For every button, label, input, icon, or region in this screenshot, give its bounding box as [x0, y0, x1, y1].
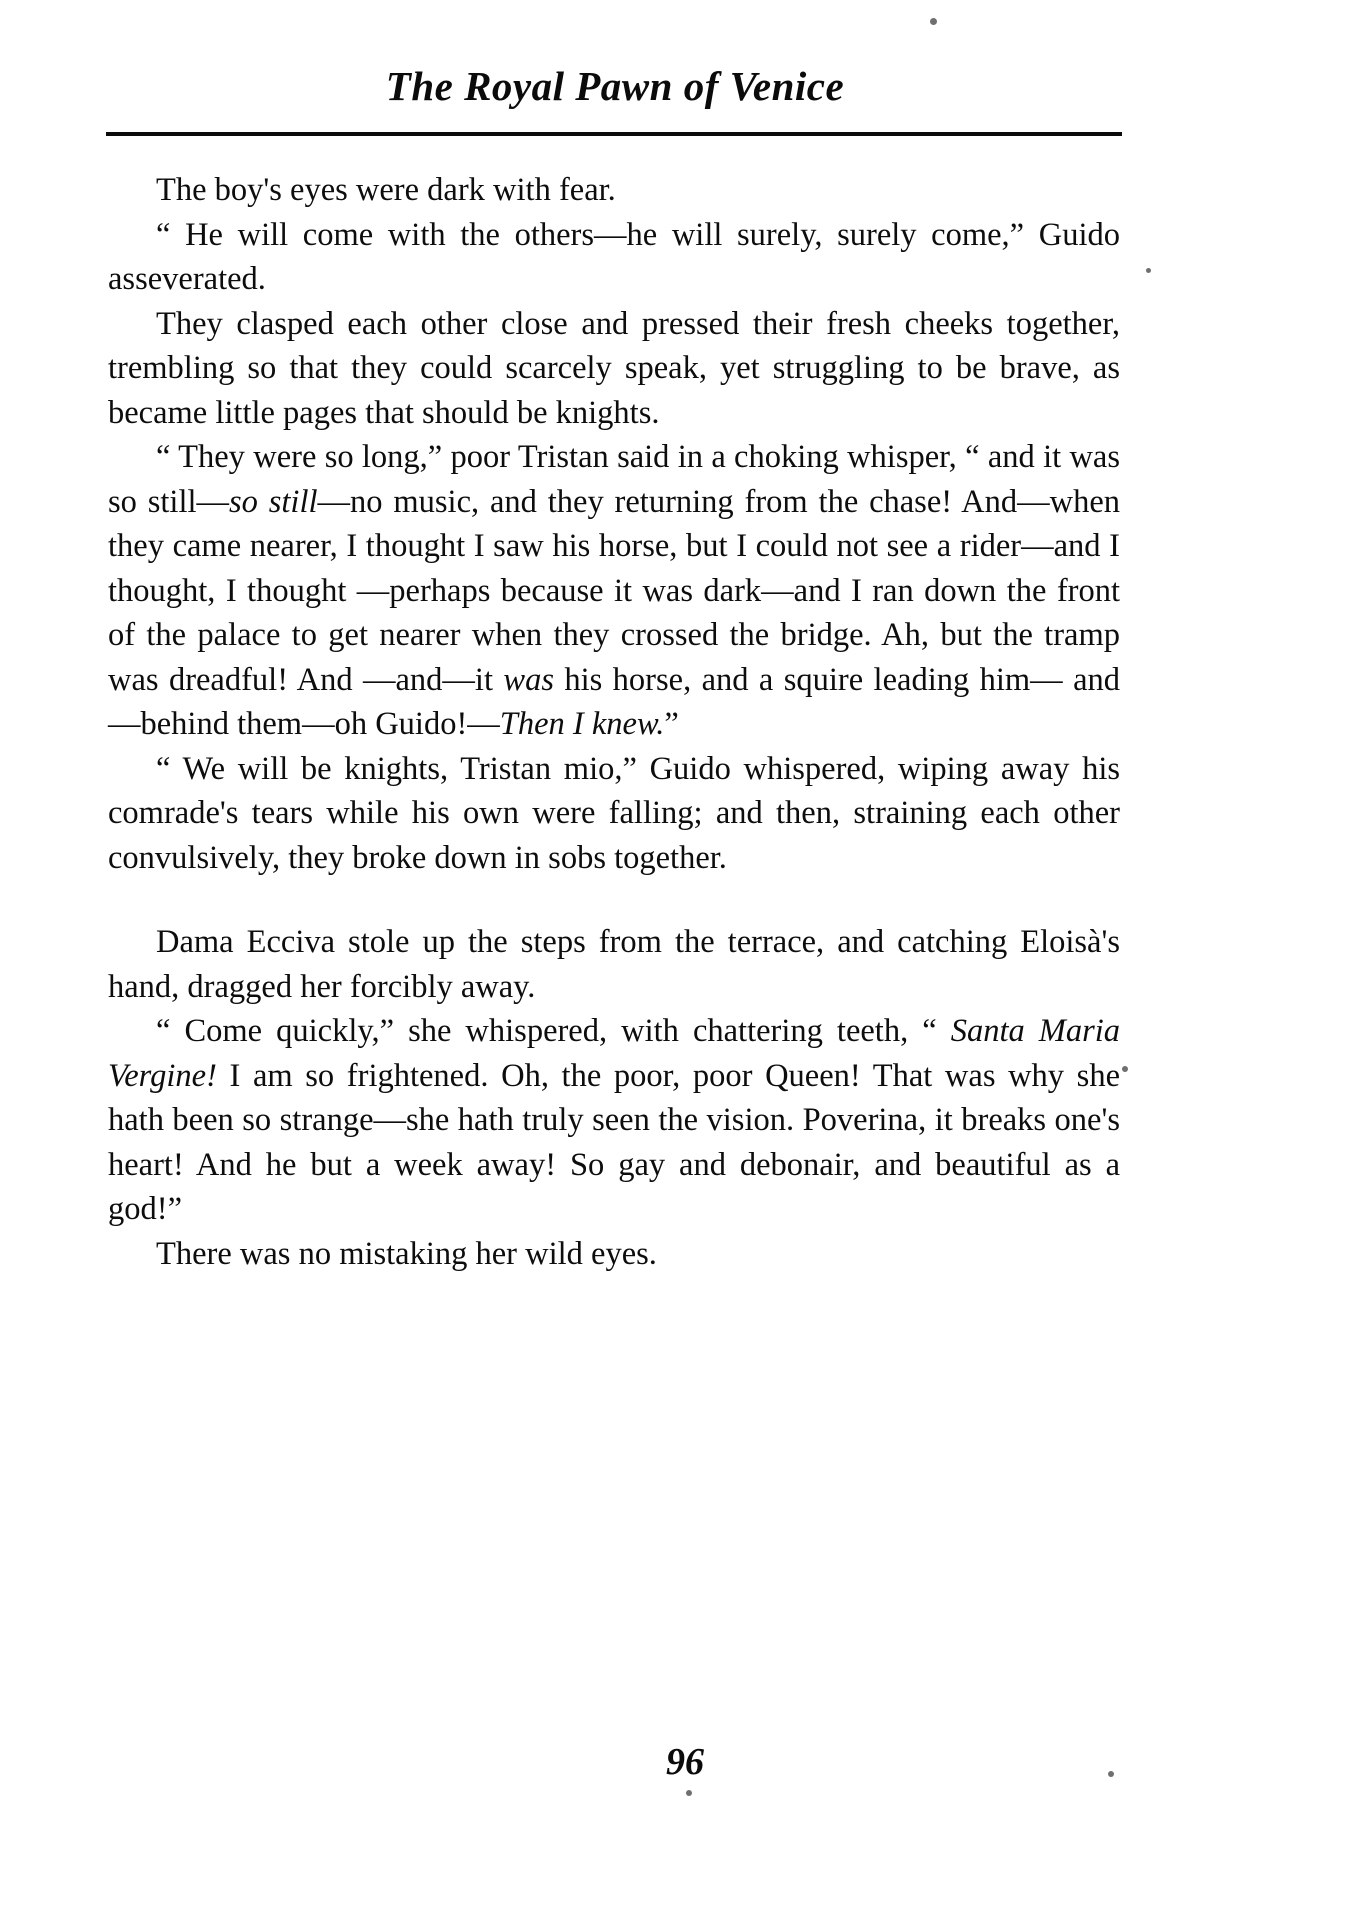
paper-speck	[1108, 1771, 1114, 1777]
running-head-title: The Royal Pawn of Venice	[385, 63, 845, 109]
page-number: 96	[666, 1741, 704, 1783]
paper-speck	[930, 18, 937, 25]
body-paragraph: Dama Ecciva stole up the steps from the terrace, and catching Eloisà's hand, dragged her forcibly away.	[108, 924, 1120, 1005]
header-rule	[106, 132, 1122, 136]
body-paragraph: “ He will come with the others—he will surely, surely come,” Guido asseverated.	[108, 216, 1120, 297]
paper-speck	[686, 1790, 692, 1796]
page-body-text	[108, 168, 1120, 1276]
body-paragraph: There was no mistaking her wild eyes.	[156, 1235, 657, 1272]
body-paragraph: They clasped each other close and pressed their fresh cheeks together, trembling so that they could scarcely speak, yet struggling to be brave, as became little pages that should be knights.	[108, 305, 1120, 431]
body-paragraph: “ We will be knights, Tristan mio,” Guido whispered, wiping away his comrade's tears while his own were falling; and then, straining each other convulsively, they broke down in sobs together.	[108, 750, 1120, 876]
body-paragraph: “ Come quickly,” she whispered, with chattering teeth, “ Santa Maria Vergine! I am so frightened. Oh, the poor, poor Queen! That was why she hath been so strange—she hath truly seen the vision. Poverina, it breaks one's heart! And he but a week away! So gay and debonair, and beautiful as a god!”	[108, 1013, 1120, 1227]
paper-speck	[1146, 268, 1151, 273]
paper-speck	[1122, 1066, 1128, 1072]
body-paragraph: “ They were so long,” poor Tristan said in a choking whisper, “ and it was so still—so still—no music, and they returning from the chase! And—when they came nearer, I thought I saw his horse, but I could not see a rider—and I thought, I thought —perhaps because it was dark—and I ran down the front of the palace to get nearer when they crossed the bridge. Ah, but the tramp was dreadful! And —and—it was his horse, and a squire leading him— and—behind them—oh Guido!—Then I knew.”	[108, 439, 1120, 742]
body-paragraph: The boy's eyes were dark with fear.	[156, 172, 616, 208]
